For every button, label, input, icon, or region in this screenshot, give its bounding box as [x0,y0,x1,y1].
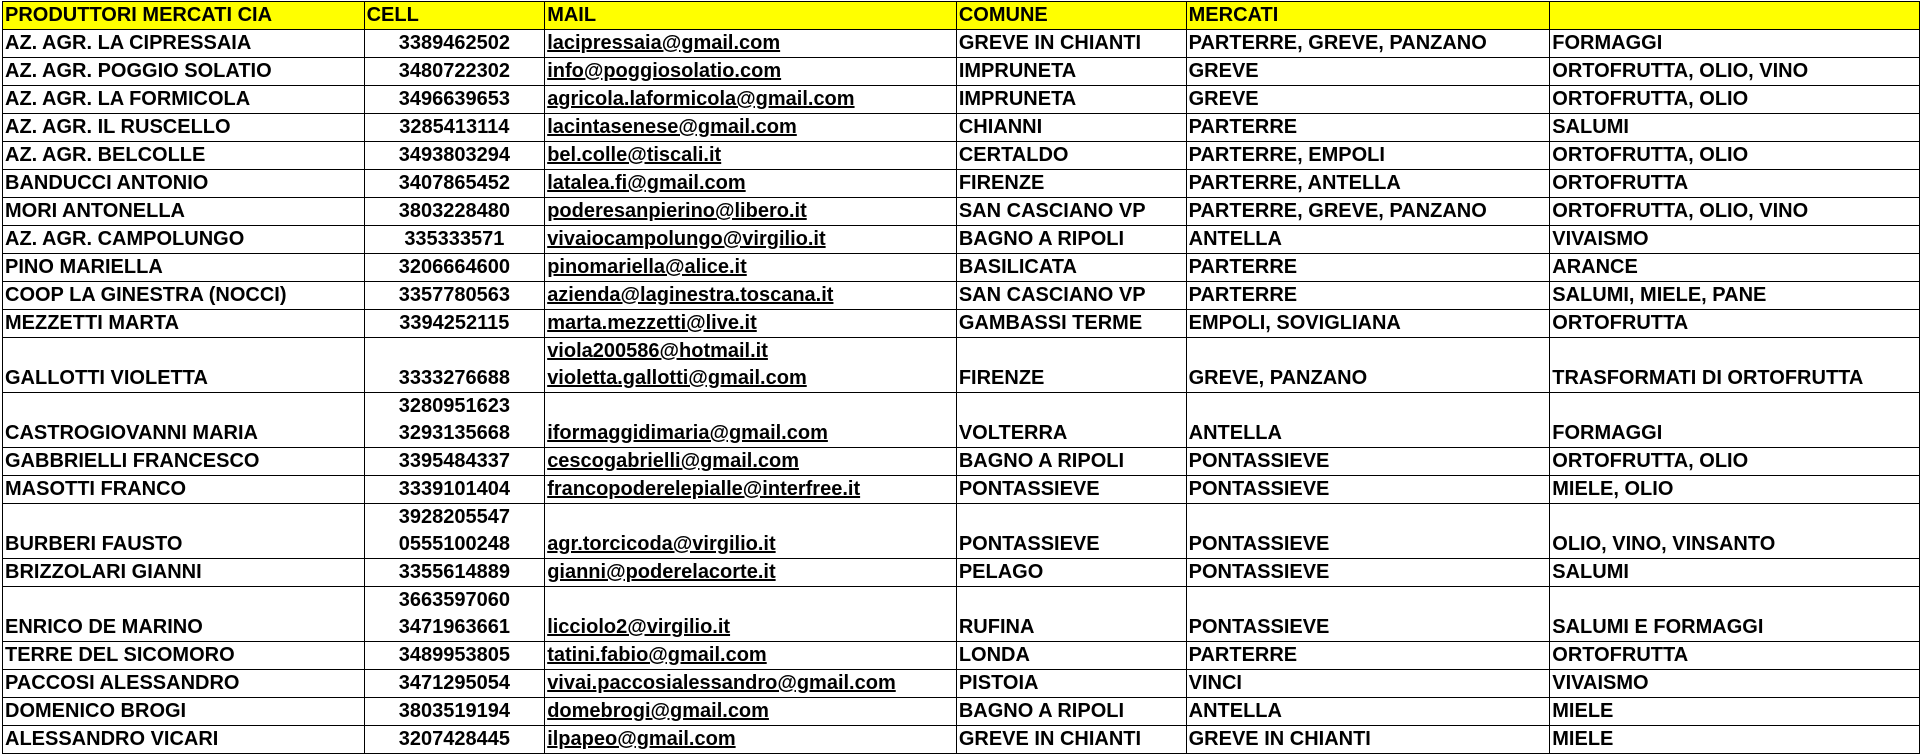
phone-number: 3285413114 [399,116,510,138]
cell-mercati[interactable]: PONTASSIEVE [1186,476,1550,504]
cell-comune[interactable]: BAGNO A RIPOLI [956,448,1186,476]
cell-email[interactable] [545,698,957,726]
email-address: licciolo2@virgilio.it [547,616,731,638]
cell-comune[interactable]: VOLTERRA [956,393,1186,448]
header-cell-mail[interactable]: MAIL [545,2,957,30]
cell-producer-name[interactable]: ENRICO DE MARINO [3,587,365,642]
cell-producer-name[interactable]: GALLOTTI VIOLETTA [3,338,365,393]
phone-number: 3339101404 [398,478,510,500]
email-address: lacintasenese@gmail.com [547,116,797,138]
cell-prodotti[interactable]: VIVAISMO [1550,226,1920,254]
email-address: azienda@laginestra.toscana.it [547,284,834,306]
table-row [3,310,1920,338]
cell-comune[interactable]: GREVE IN CHIANTI [956,726,1186,754]
cell-producer-name[interactable]: AZ. AGR. LA FORMICOLA [3,86,365,114]
cell-prodotti[interactable]: ORTOFRUTTA, OLIO [1550,448,1920,476]
cell-email[interactable] [545,559,957,587]
cell-phone[interactable] [364,448,545,476]
cell-phone[interactable] [364,587,545,642]
cell-email[interactable] [545,476,957,504]
email-address: vivaiocampolungo@virgilio.it [547,228,826,250]
table-row [3,86,1920,114]
cell-prodotti[interactable]: OLIO, VINO, VINSANTO [1550,504,1920,559]
phone-number: 3496639653 [398,88,510,110]
cell-phone[interactable] [364,254,545,282]
email-address: vivai.paccosialessandro@gmail.com [547,672,896,694]
cell-prodotti[interactable]: SALUMI, MIELE, PANE [1550,282,1920,310]
cell-comune[interactable]: GREVE IN CHIANTI [956,30,1186,58]
table-row [3,642,1920,670]
cell-producer-name[interactable]: GABBRIELLI FRANCESCO [3,448,365,476]
cell-email[interactable] [545,310,957,338]
cell-prodotti[interactable]: ORTOFRUTTA, OLIO [1550,142,1920,170]
phone-number: 3480722302 [398,60,510,82]
cell-mercati[interactable]: ANTELLA [1186,226,1550,254]
cell-phone[interactable] [364,226,545,254]
cell-mercati[interactable]: ANTELLA [1186,698,1550,726]
cell-phone[interactable] [364,393,545,448]
cell-producer-name[interactable]: PINO MARIELLA [3,254,365,282]
email-address: cescogabrielli@gmail.com [547,450,800,472]
table-row [3,282,1920,310]
phone-number: 3663597060 [398,589,510,611]
cell-mercati[interactable]: ANTELLA [1186,393,1550,448]
table-row [3,559,1920,587]
cell-mercati[interactable]: GREVE, PANZANO [1186,338,1550,393]
email-address: domebrogi@gmail.com [547,700,769,722]
cell-email[interactable] [545,338,957,393]
table-row [3,254,1920,282]
cell-email[interactable] [545,282,957,310]
phone-number: 3407865452 [398,172,510,194]
cell-producer-name[interactable]: MASOTTI FRANCO [3,476,365,504]
cell-phone[interactable] [364,642,545,670]
cell-comune[interactable]: BAGNO A RIPOLI [956,226,1186,254]
cell-producer-name[interactable]: MORI ANTONELLA [3,198,365,226]
cell-prodotti[interactable]: ORTOFRUTTA, OLIO, VINO [1550,58,1920,86]
phone-number: 3280951623 [398,395,510,417]
email-address: marta.mezzetti@live.it [547,312,757,334]
cell-email[interactable] [545,254,957,282]
cell-producer-name[interactable]: MEZZETTI MARTA [3,310,365,338]
phone-number: 3803519194 [398,700,510,722]
table-row [3,198,1920,226]
cell-phone[interactable] [364,58,545,86]
cell-phone[interactable] [364,282,545,310]
table-row [3,670,1920,698]
email-address: pinomariella@alice.it [547,256,747,278]
table-row [3,504,1920,559]
header-cell-mercati[interactable]: MERCATI [1186,2,1550,30]
cell-phone[interactable] [364,670,545,698]
phone-number: 3489953805 [398,644,510,666]
cell-email[interactable] [545,504,957,559]
cell-comune[interactable]: LONDA [956,642,1186,670]
email-address: poderesanpierino@libero.it [547,200,807,222]
header-cell-produttori[interactable]: PRODUTTORI MERCATI CIA [3,2,365,30]
table-row [3,142,1920,170]
cell-producer-name[interactable]: AZ. AGR. CAMPOLUNGO [3,226,365,254]
cell-producer-name[interactable]: AZ. AGR. IL RUSCELLO [3,114,365,142]
cell-producer-name[interactable]: ALESSANDRO VICARI [3,726,365,754]
table-row [3,448,1920,476]
cell-prodotti[interactable]: ORTOFRUTTA, OLIO, VINO [1550,198,1920,226]
cell-producer-name[interactable]: TERRE DEL SICOMORO [3,642,365,670]
cell-producer-name[interactable]: AZ. AGR. BELCOLLE [3,142,365,170]
cell-phone[interactable] [364,114,545,142]
cell-mercati[interactable]: GREVE [1186,86,1550,114]
cell-email[interactable] [545,142,957,170]
cell-mercati[interactable]: PARTERRE [1186,642,1550,670]
cell-comune[interactable]: BASILICATA [956,254,1186,282]
cell-mercati[interactable]: VINCI [1186,670,1550,698]
email-address: ilpapeo@gmail.com [547,728,736,750]
cell-comune[interactable]: PONTASSIEVE [956,504,1186,559]
cell-email[interactable] [545,587,957,642]
cell-prodotti[interactable]: FORMAGGI [1550,30,1920,58]
email-address: info@poggiosolatio.com [547,60,782,82]
table-row [3,393,1920,448]
header-cell-cell[interactable]: CELL [364,2,545,30]
cell-email[interactable] [545,726,957,754]
cell-phone[interactable] [364,726,545,754]
email-address: viola200586@hotmail.it [547,340,768,362]
cell-phone[interactable] [364,338,545,393]
cell-phone[interactable] [364,86,545,114]
cell-phone[interactable] [364,198,545,226]
cell-mercati[interactable]: PONTASSIEVE [1186,504,1550,559]
phone-number: 3395484337 [398,450,510,472]
cell-producer-name[interactable]: BURBERI FAUSTO [3,504,365,559]
table-row [3,338,1920,393]
cell-mercati[interactable]: PARTERRE, EMPOLI [1186,142,1550,170]
table-row [3,58,1920,86]
phone-number: 3355614889 [398,561,510,583]
cell-email[interactable] [545,226,957,254]
email-address: latalea.fi@gmail.com [547,172,746,194]
cell-email[interactable] [545,670,957,698]
phone-number: 3206664600 [398,256,510,278]
table-row [3,226,1920,254]
cell-comune[interactable]: CHIANNI [956,114,1186,142]
table-row [3,30,1920,58]
cell-email[interactable] [545,170,957,198]
cell-comune[interactable]: PONTASSIEVE [956,476,1186,504]
email-address: tatini.fabio@gmail.com [547,644,767,666]
email-address: violetta.gallotti@gmail.com [547,367,807,389]
cell-phone[interactable] [364,476,545,504]
cell-phone[interactable] [364,698,545,726]
cell-prodotti[interactable]: ORTOFRUTTA, OLIO [1550,86,1920,114]
phone-number: 3357780563 [398,284,510,306]
cell-comune[interactable]: FIRENZE [956,170,1186,198]
cell-producer-name[interactable]: CASTROGIOVANNI MARIA [3,393,365,448]
producers-table [2,1,1920,754]
cell-comune[interactable]: CERTALDO [956,142,1186,170]
cell-email[interactable] [545,448,957,476]
cell-phone[interactable] [364,30,545,58]
cell-prodotti[interactable]: ORTOFRUTTA [1550,310,1920,338]
cell-comune[interactable]: GAMBASSI TERME [956,310,1186,338]
cell-prodotti[interactable]: ARANCE [1550,254,1920,282]
cell-mercati[interactable]: PARTERRE, GREVE, PANZANO [1186,30,1550,58]
cell-prodotti[interactable]: VIVAISMO [1550,670,1920,698]
phone-number: 3803228480 [398,200,510,222]
cell-email[interactable] [545,30,957,58]
cell-prodotti[interactable]: ORTOFRUTTA [1550,170,1920,198]
cell-comune[interactable]: IMPRUNETA [956,86,1186,114]
cell-prodotti[interactable]: MIELE [1550,726,1920,754]
cell-mercati[interactable]: PONTASSIEVE [1186,448,1550,476]
cell-prodotti[interactable]: MIELE, OLIO [1550,476,1920,504]
cell-prodotti[interactable]: SALUMI [1550,559,1920,587]
cell-comune[interactable]: PELAGO [956,559,1186,587]
phone-number: 3471295054 [398,672,510,694]
cell-comune[interactable]: IMPRUNETA [956,58,1186,86]
cell-comune[interactable]: RUFINA [956,587,1186,642]
phone-number: 335333571 [404,228,505,250]
cell-comune[interactable]: SAN CASCIANO VP [956,282,1186,310]
cell-comune[interactable]: PISTOIA [956,670,1186,698]
email-address: agricola.laformicola@gmail.com [547,88,855,110]
cell-mercati[interactable]: PARTERRE, ANTELLA [1186,170,1550,198]
cell-email[interactable] [545,114,957,142]
phone-number: 3928205547 [398,506,510,528]
table-row [3,114,1920,142]
phone-number: 3389462502 [398,32,510,54]
email-address: iformaggidimaria@gmail.com [547,422,828,444]
cell-prodotti[interactable]: MIELE [1550,698,1920,726]
table-row [3,170,1920,198]
cell-producer-name[interactable]: BRIZZOLARI GIANNI [3,559,365,587]
cell-producer-name[interactable]: COOP LA GINESTRA (NOCCI) [3,282,365,310]
header-row [3,2,1920,30]
cell-phone[interactable] [364,504,545,559]
cell-prodotti[interactable]: ORTOFRUTTA [1550,642,1920,670]
phone-number: 3293135668 [398,422,510,444]
cell-email[interactable] [545,58,957,86]
header-cell-prodotti[interactable] [1550,2,1920,30]
phone-number: 3207428445 [398,728,510,750]
phone-number: 3471963661 [398,616,510,638]
cell-producer-name[interactable]: BANDUCCI ANTONIO [3,170,365,198]
cell-phone[interactable] [364,310,545,338]
cell-mercati[interactable]: PONTASSIEVE [1186,587,1550,642]
email-address: francopoderelepialle@interfree.it [547,478,861,500]
cell-prodotti[interactable]: SALUMI [1550,114,1920,142]
cell-mercati[interactable]: PONTASSIEVE [1186,559,1550,587]
phone-number: 3394252115 [399,312,510,334]
table-row [3,698,1920,726]
phone-number: 3493803294 [398,144,510,166]
cell-comune[interactable]: SAN CASCIANO VP [956,198,1186,226]
cell-mercati[interactable]: PARTERRE [1186,114,1550,142]
cell-producer-name[interactable]: PACCOSI ALESSANDRO [3,670,365,698]
cell-email[interactable] [545,393,957,448]
email-address: bel.colle@tiscali.it [547,144,722,166]
cell-phone[interactable] [364,142,545,170]
cell-phone[interactable] [364,170,545,198]
table-body [3,30,1920,754]
cell-email[interactable] [545,86,957,114]
email-address: agr.torcicoda@virgilio.it [547,533,776,555]
cell-producer-name[interactable]: AZ. AGR. POGGIO SOLATIO [3,58,365,86]
cell-mercati[interactable]: PARTERRE [1186,254,1550,282]
cell-phone[interactable] [364,559,545,587]
cell-mercati[interactable]: PARTERRE [1186,282,1550,310]
cell-prodotti[interactable]: SALUMI E FORMAGGI [1550,587,1920,642]
cell-mercati[interactable]: EMPOLI, SOVIGLIANA [1186,310,1550,338]
cell-email[interactable] [545,642,957,670]
header-cell-comune[interactable]: COMUNE [956,2,1186,30]
email-address: gianni@poderelacorte.it [547,561,776,583]
email-address: lacipressaia@gmail.com [547,32,781,54]
cell-comune[interactable]: FIRENZE [956,338,1186,393]
cell-prodotti[interactable]: TRASFORMATI DI ORTOFRUTTA [1550,338,1920,393]
phone-number: 3333276688 [398,367,510,389]
table-row [3,587,1920,642]
cell-mercati[interactable]: GREVE IN CHIANTI [1186,726,1550,754]
cell-prodotti[interactable]: FORMAGGI [1550,393,1920,448]
table-row [3,726,1920,754]
table-row [3,476,1920,504]
cell-producer-name[interactable]: DOMENICO BROGI [3,698,365,726]
cell-mercati[interactable]: PARTERRE, GREVE, PANZANO [1186,198,1550,226]
cell-comune[interactable]: BAGNO A RIPOLI [956,698,1186,726]
cell-mercati[interactable]: GREVE [1186,58,1550,86]
cell-producer-name[interactable]: AZ. AGR. LA CIPRESSAIA [3,30,365,58]
cell-email[interactable] [545,198,957,226]
phone-number: 0555100248 [398,533,510,555]
